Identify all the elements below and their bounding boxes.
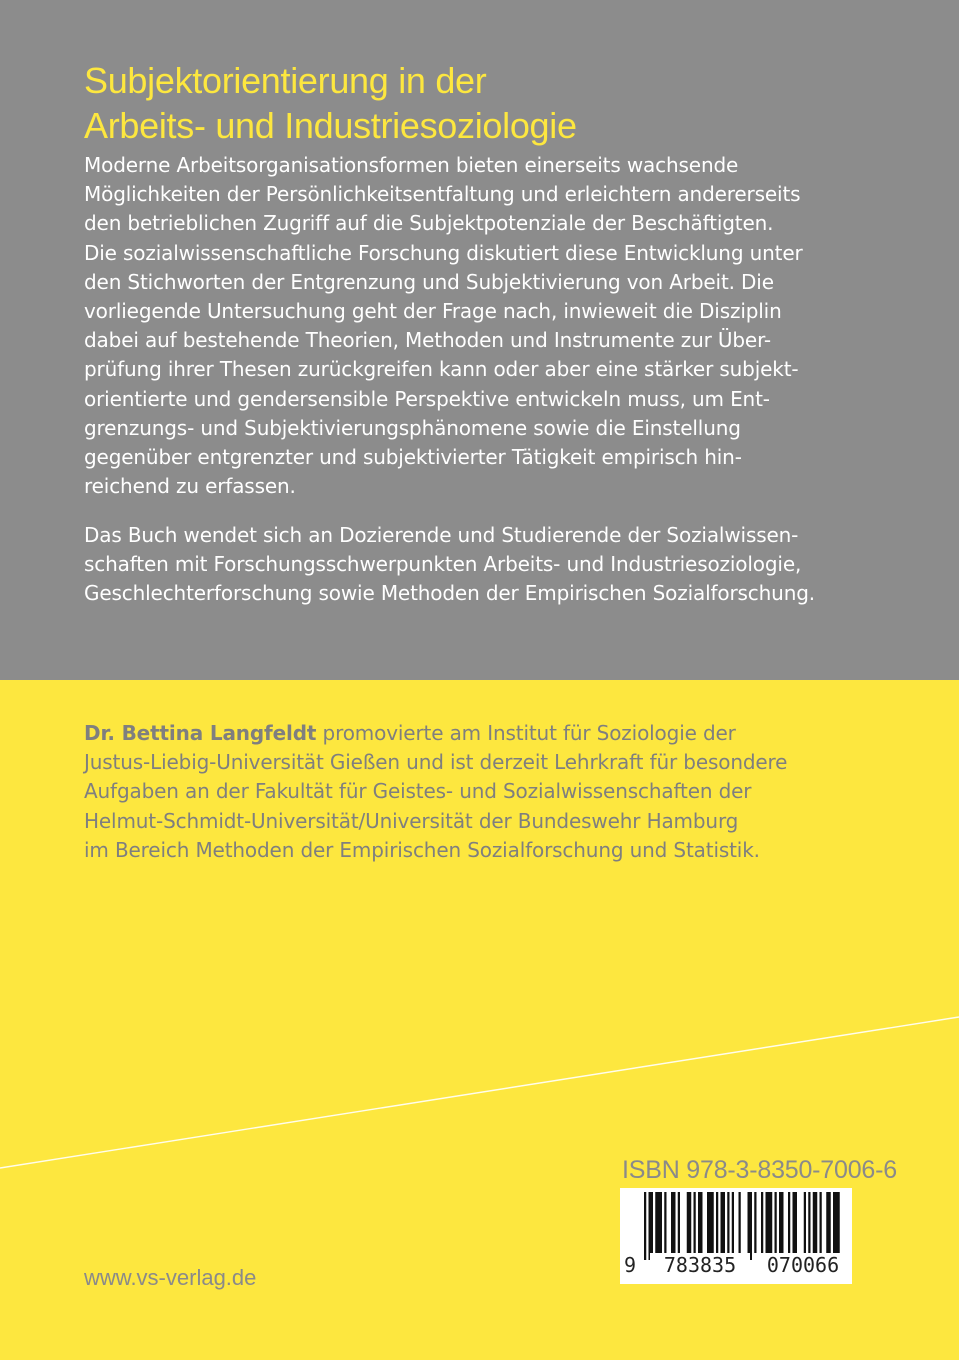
barcode-bar <box>716 1192 718 1260</box>
author-bio-line: Aufgaben an der Fakultät für Geistes- und Sozialwissenschaften der <box>84 779 752 804</box>
text-line: gegenüber entgrenzter und subjektivierter Tätigkeit empirisch hin- <box>84 445 742 470</box>
barcode-bar <box>775 1192 777 1260</box>
barcode-bar <box>732 1192 734 1260</box>
text-line: Das Buch wendet sich an Dozierende und Studierende der Sozialwissen- <box>84 523 799 547</box>
author-bio-first-line: promovierte am Institut für Soziologie der <box>316 721 736 745</box>
isbn-barcode <box>620 1188 852 1284</box>
text-line: orientierte und gendersensible Perspektive entwickeln muss, um Ent- <box>84 386 770 411</box>
barcode-bar <box>727 1192 729 1260</box>
text-line: Die sozialwissenschaftliche Forschung diskutiert diese Entwicklung unter <box>84 240 803 265</box>
barcode-bar <box>644 1192 646 1260</box>
barcode-bar <box>804 1192 806 1260</box>
barcode-bar <box>761 1192 763 1260</box>
barcode-bar <box>788 1192 790 1260</box>
barcode-digits-right: 070066 <box>754 1253 852 1277</box>
barcode-bar <box>793 1192 798 1260</box>
text-line: prüfung ihrer Thesen zurückgreifen kann oder aber eine stärker subjekt- <box>84 357 799 382</box>
publisher-url: www.vs-verlag.de <box>84 1265 257 1290</box>
barcode-bar <box>721 1192 726 1260</box>
barcode-bar <box>655 1192 662 1260</box>
author-name: Dr. Bettina Langfeldt <box>84 721 317 745</box>
barcode-bar <box>671 1192 676 1260</box>
text-line: reichend zu erfassen. <box>84 474 296 499</box>
text-line: den Stichworten der Entgrenzung und Subjektivierung von Arbeit. Die <box>84 269 774 294</box>
isbn-label: ISBN 978-3-8350-7006-6 <box>622 1156 897 1184</box>
barcode-bar <box>826 1192 831 1260</box>
barcode-bar <box>694 1192 696 1260</box>
barcode-bar <box>754 1192 756 1260</box>
author-bio-line: Justus-Liebig-Universität Gießen und ist derzeit Lehrkraft für besondere <box>84 750 788 775</box>
title-line-2: Arbeits- und Industriesoziologie <box>84 105 577 146</box>
barcode-bar <box>707 1192 714 1260</box>
barcode-digits <box>620 1253 852 1277</box>
author-bio-line: Helmut-Schmidt-Universität/Universität der Bundeswehr Hamburg <box>84 808 739 833</box>
barcode-bar <box>698 1192 703 1260</box>
barcode-bar <box>813 1192 818 1260</box>
barcode-digit-lead: 9 <box>624 1253 637 1277</box>
barcode-bar <box>739 1192 741 1260</box>
title-line-1: Subjektorientierung in der <box>84 60 487 101</box>
text-line: vorliegende Untersuchung geht der Frage nach, inwieweit die Disziplin <box>84 299 782 324</box>
barcode-bar <box>766 1192 773 1260</box>
barcode-bar <box>820 1192 822 1260</box>
text-line: Geschlechterforschung sowie Methoden der Empirischen Sozialforschung. <box>84 581 815 606</box>
barcode-bar <box>808 1192 810 1260</box>
barcode-bar <box>664 1192 666 1260</box>
barcode-bar <box>687 1192 692 1260</box>
barcode-bar <box>779 1192 784 1260</box>
barcode-bar <box>678 1192 680 1260</box>
text-line: den betrieblichen Zugriff auf die Subjektpotenziale der Beschäftigten. <box>84 211 774 236</box>
text-line: dabei auf bestehende Theorien, Methoden und Instrumente zur Über- <box>84 328 771 353</box>
text-line: grenzungs- und Subjektivierungsphänomene sowie die Einstellung <box>84 415 741 440</box>
barcode-digits-left: 783835 <box>650 1253 750 1277</box>
author-bio-line: im Bereich Methoden der Empirischen Sozialforschung und Statistik. <box>84 837 760 862</box>
barcode-bar <box>833 1192 840 1260</box>
text-line: schaften mit Forschungsschwerpunkten Arbeits- und Industriesoziologie, <box>84 552 802 577</box>
text-line: Moderne Arbeitsorganisationsformen bieten einerseits wachsende <box>84 153 739 177</box>
text-line: Möglichkeiten der Persönlichkeitsentfaltung und erleichtern andererseits <box>84 182 801 207</box>
barcode-bar <box>649 1192 654 1260</box>
barcode-bar <box>748 1192 753 1260</box>
